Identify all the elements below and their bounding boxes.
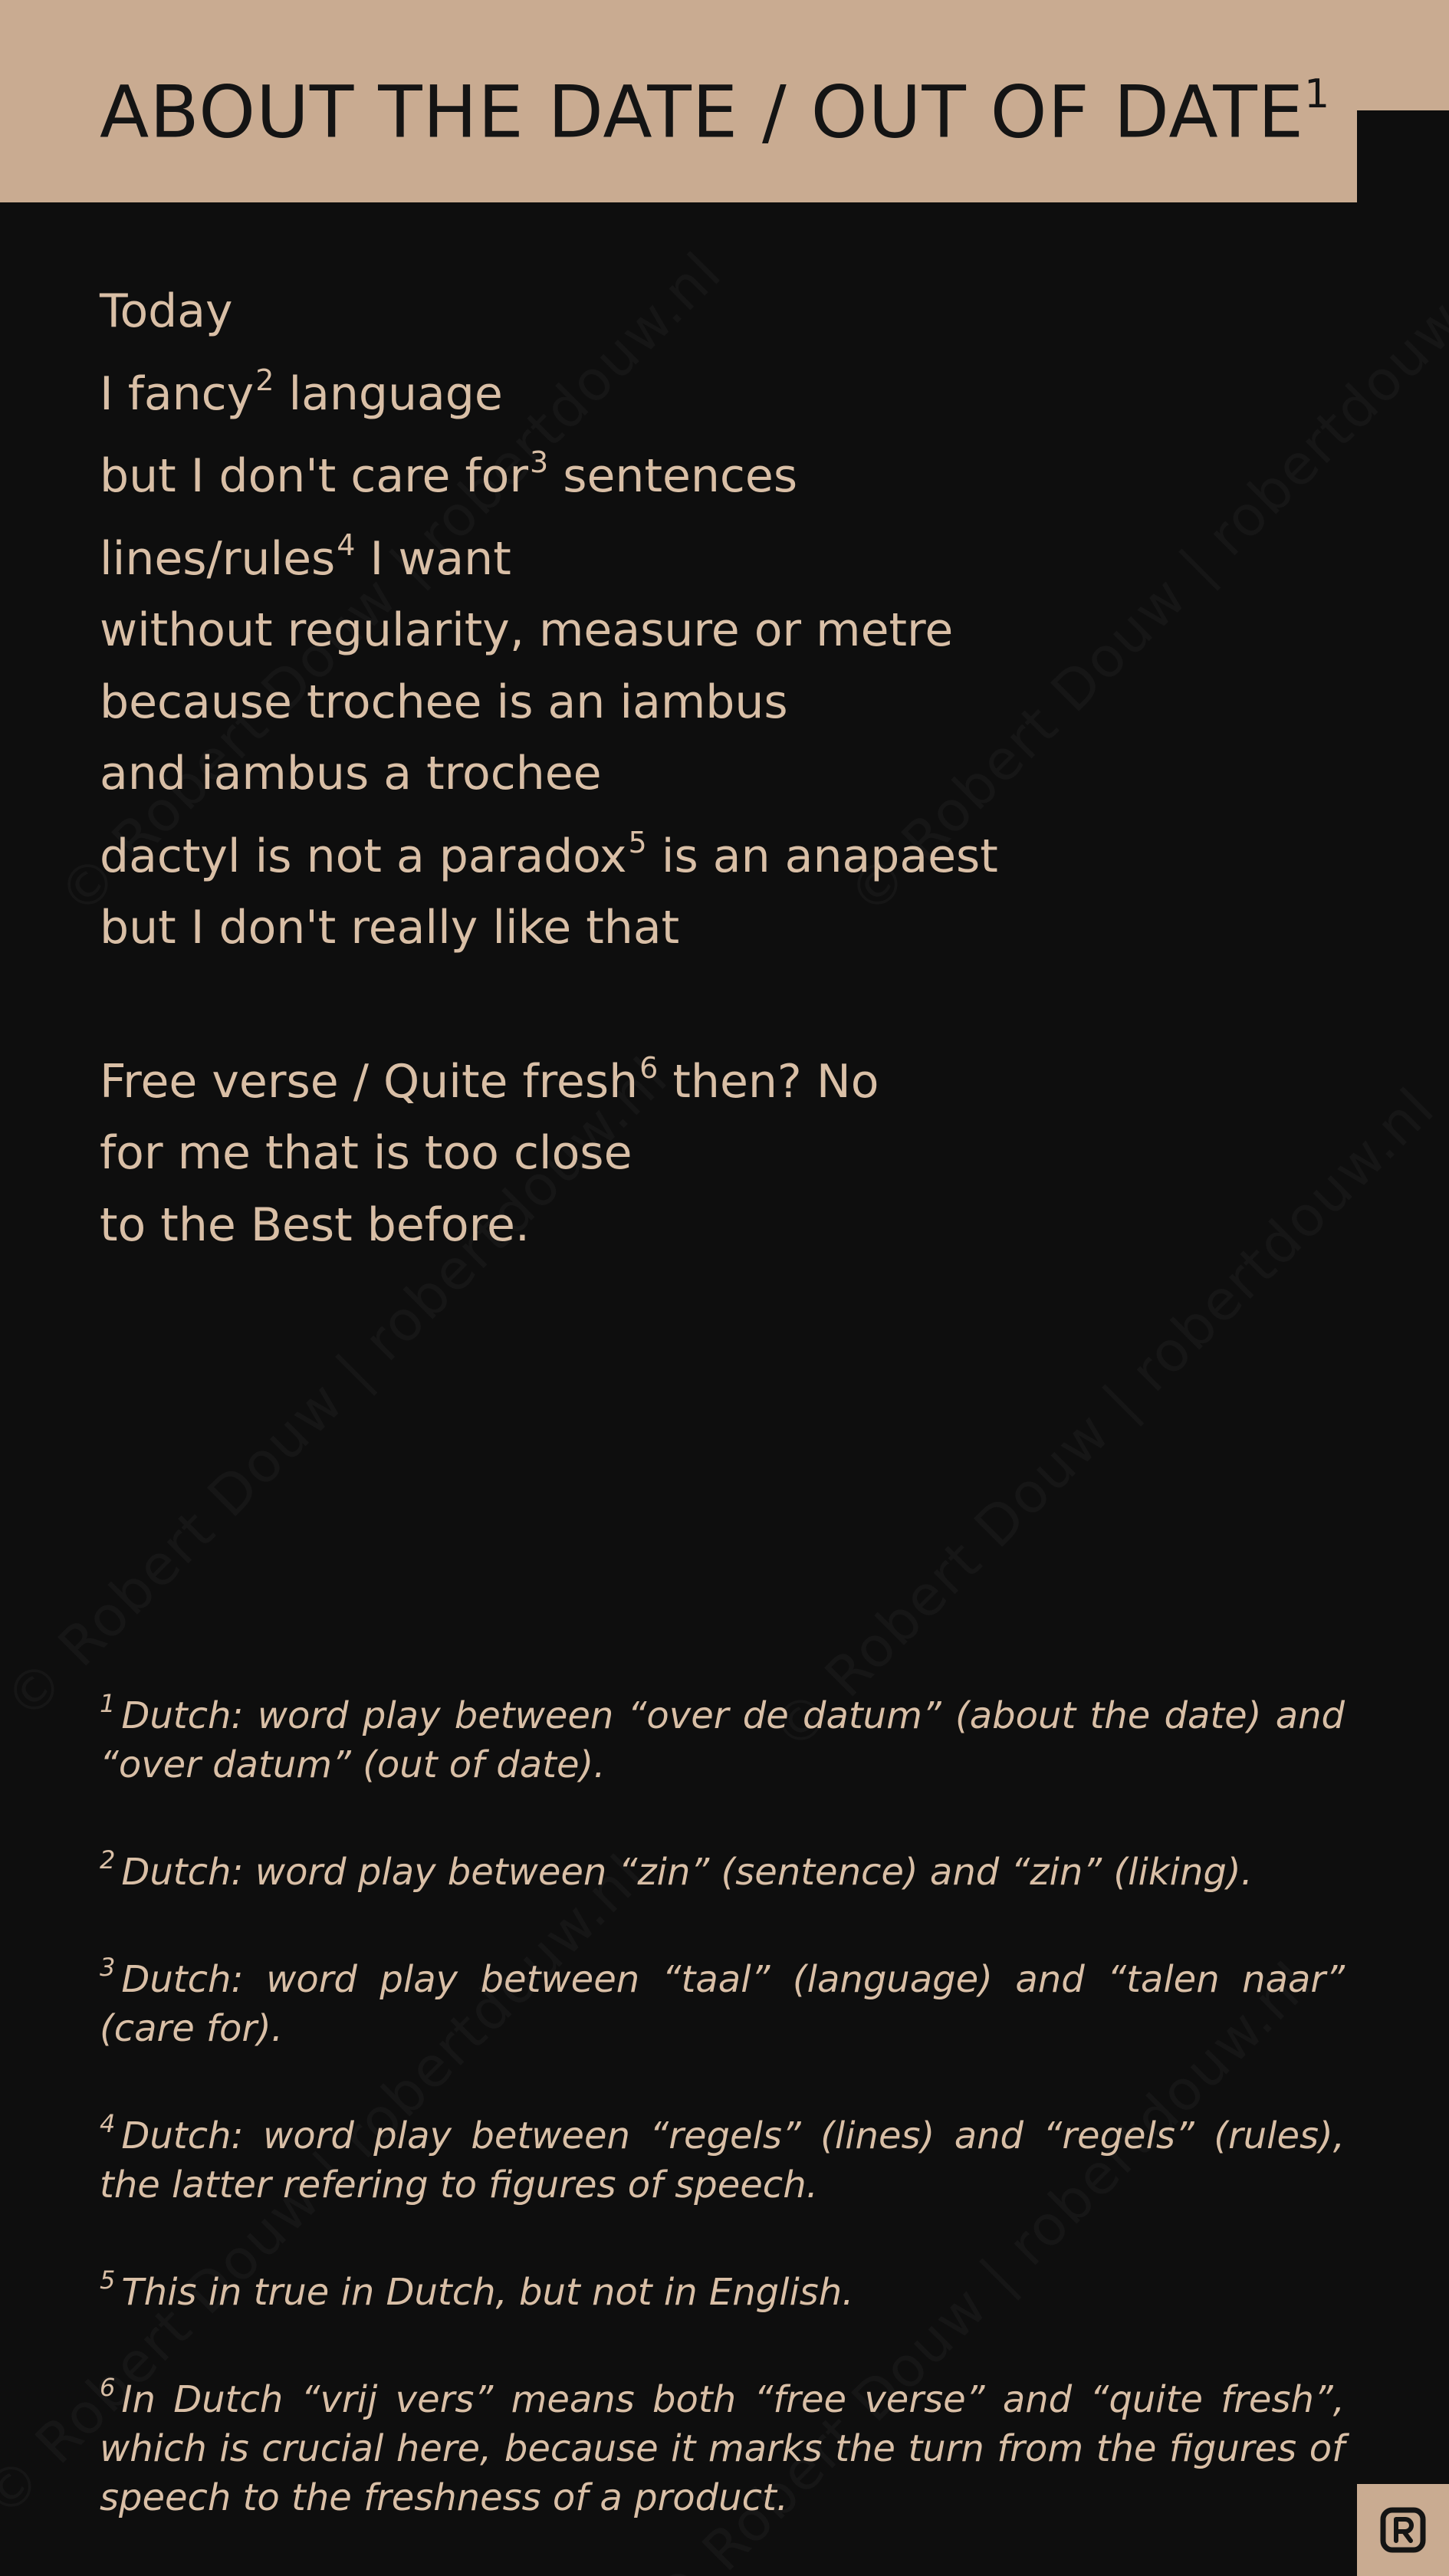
poem-line: because trochee is an iambus <box>100 675 788 729</box>
poem-line-text: then? No <box>658 1054 879 1109</box>
poem-line-text: I fancy <box>100 366 255 421</box>
footnote <box>100 2259 1345 2317</box>
footnote-text: Dutch: word play between “regels” (lines) and “regels” (rules), the latter refering to figures of speech. <box>100 2114 1345 2206</box>
poem-line: for me that is too close <box>100 1126 632 1180</box>
title-footnote-marker: 1 <box>1304 71 1331 117</box>
poem-line: Today <box>100 284 233 338</box>
footnote-marker: 4 <box>337 527 356 562</box>
footnote-marker: 6 <box>639 1050 659 1085</box>
poem-line-text: but I don't care for <box>100 449 528 503</box>
footnote-text: Dutch: word play between “zin” (sentence) and “zin” (liking). <box>121 1851 1253 1894</box>
footnote-number: 6 <box>100 2373 116 2402</box>
robert-douw-logo-icon <box>1357 2484 1449 2576</box>
poem-line-text: sentences <box>548 449 798 503</box>
poem-line-text: dactyl is not a paradox <box>100 829 627 883</box>
poem-line <box>100 810 1250 893</box>
footnote-text: Dutch: word play between “over de datum” (about the date) and “over datum” (out of date). <box>100 1694 1345 1786</box>
poem-line-text: is an anapaest <box>646 829 998 883</box>
footnote-number: 4 <box>100 2109 116 2138</box>
footnote-text: This in true in Dutch, but not in English. <box>121 2271 854 2314</box>
page-title <box>100 57 1330 155</box>
title-text: ABOUT THE DATE / OUT OF DATE <box>100 71 1305 155</box>
poem-line-text: I want <box>355 531 511 586</box>
poem-line-text: Free verse / Quite fresh <box>100 1054 639 1109</box>
footnote <box>100 1682 1345 1789</box>
poem-line: to the Best before. <box>100 1198 530 1252</box>
stanza-1 <box>100 276 1250 964</box>
footnotes <box>100 1682 1345 2571</box>
poem-line: but I don't really like that <box>100 901 680 955</box>
header-tab <box>1357 0 1449 110</box>
footnote <box>100 2366 1345 2522</box>
poem <box>100 276 1250 1332</box>
footnote-marker: 5 <box>628 825 647 859</box>
poem-line: without regularity, measure or metre <box>100 603 954 657</box>
stanza-2 <box>100 1036 1250 1262</box>
footnote-marker: 3 <box>529 445 549 479</box>
poem-line <box>100 513 1250 596</box>
poem-line <box>100 430 1250 513</box>
footnote-number: 5 <box>100 2266 116 2295</box>
poem-line <box>100 1036 1250 1119</box>
footnote-number: 1 <box>100 1689 116 1718</box>
footnote-marker: 2 <box>255 363 274 397</box>
footnote-number: 3 <box>100 1953 116 1982</box>
footnote <box>100 1946 1345 2053</box>
footnote-number: 2 <box>100 1845 116 1875</box>
footnote-text: Dutch: word play between “taal” (language) and “talen naar” (care for). <box>100 1958 1345 2050</box>
poem-line <box>100 348 1250 431</box>
footnote-text: In Dutch “vrij vers” means both “free verse” and “quite fresh”, which is crucial here, because it marks the turn from the figures of speech to the freshness of a product. <box>100 2378 1345 2519</box>
logo-mark-icon <box>1380 2507 1426 2553</box>
poem-line-text: lines/rules <box>100 531 336 586</box>
footnote <box>100 1838 1345 1897</box>
poem-line: and iambus a trochee <box>100 747 602 800</box>
poem-line-text: language <box>274 366 503 421</box>
footnote <box>100 2102 1345 2210</box>
